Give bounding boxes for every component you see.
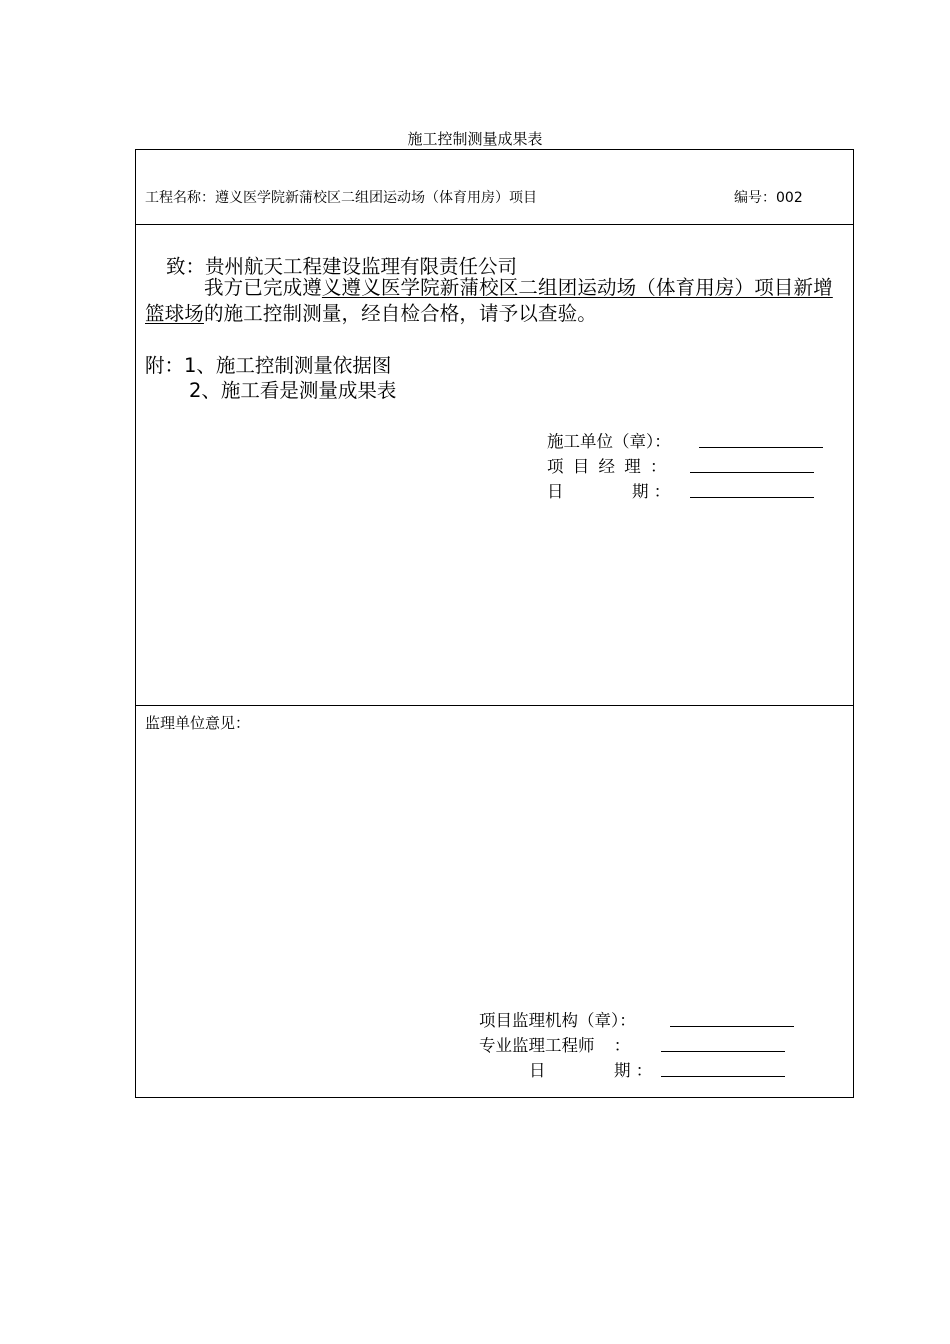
supervision-date-label-right: 期 ： <box>614 1061 653 1080</box>
supervision-opinion-label: 监理单位意见： <box>145 714 251 732</box>
date-label-left: 日 <box>547 482 564 501</box>
supervision-engineer-label: 专业监理工程师 ： <box>479 1036 631 1055</box>
statement-text <box>145 275 850 327</box>
addressee: 致：贵州航天工程建设监理有限责任公司 <box>166 255 518 278</box>
signature-line <box>661 1076 785 1077</box>
attachment-2: 2、施工看是测量成果表 <box>189 379 397 402</box>
date-label-right: 期 ： <box>632 482 671 501</box>
construction-unit-label: 施工单位（章）： <box>547 432 671 451</box>
construction-unit-signature <box>547 428 827 452</box>
project-manager-label: 项 目 经 理 ： <box>547 457 669 476</box>
statement-project: 义遵义医学院新蒲校区二组团运动场（体育用房）项目新增篮球场 <box>145 276 833 325</box>
attachment-1: 附：1、施工控制测量依据图 <box>145 354 392 377</box>
signature-line <box>690 472 814 473</box>
supervision-org-label: 项目监理机构（章）： <box>479 1011 636 1030</box>
statement-prefix: 我方已完成遵 <box>204 276 322 299</box>
header-row <box>136 150 853 225</box>
supervision-date-signature <box>479 1057 799 1081</box>
project-manager-signature <box>547 453 827 477</box>
supervision-opinion-section <box>136 706 853 1097</box>
signature-line <box>670 1026 794 1027</box>
document-title: 施工控制测量成果表 <box>407 130 543 148</box>
form-table <box>135 149 854 1098</box>
project-name: 工程名称：遵义医学院新蒲校区二组团运动场（体育用房）项目 <box>145 190 537 206</box>
supervision-engineer-signature <box>479 1032 799 1056</box>
signature-line <box>661 1051 785 1052</box>
application-section <box>136 225 853 706</box>
signature-line <box>699 447 823 448</box>
serial-number: 编号：002 <box>734 190 803 206</box>
supervision-org-signature <box>479 1007 799 1031</box>
statement-suffix: 的施工控制测量，经自检合格，请予以查验。 <box>203 302 597 325</box>
supervision-date-label-left: 日 <box>529 1061 546 1080</box>
date-signature <box>547 478 827 502</box>
signature-line <box>690 497 814 498</box>
